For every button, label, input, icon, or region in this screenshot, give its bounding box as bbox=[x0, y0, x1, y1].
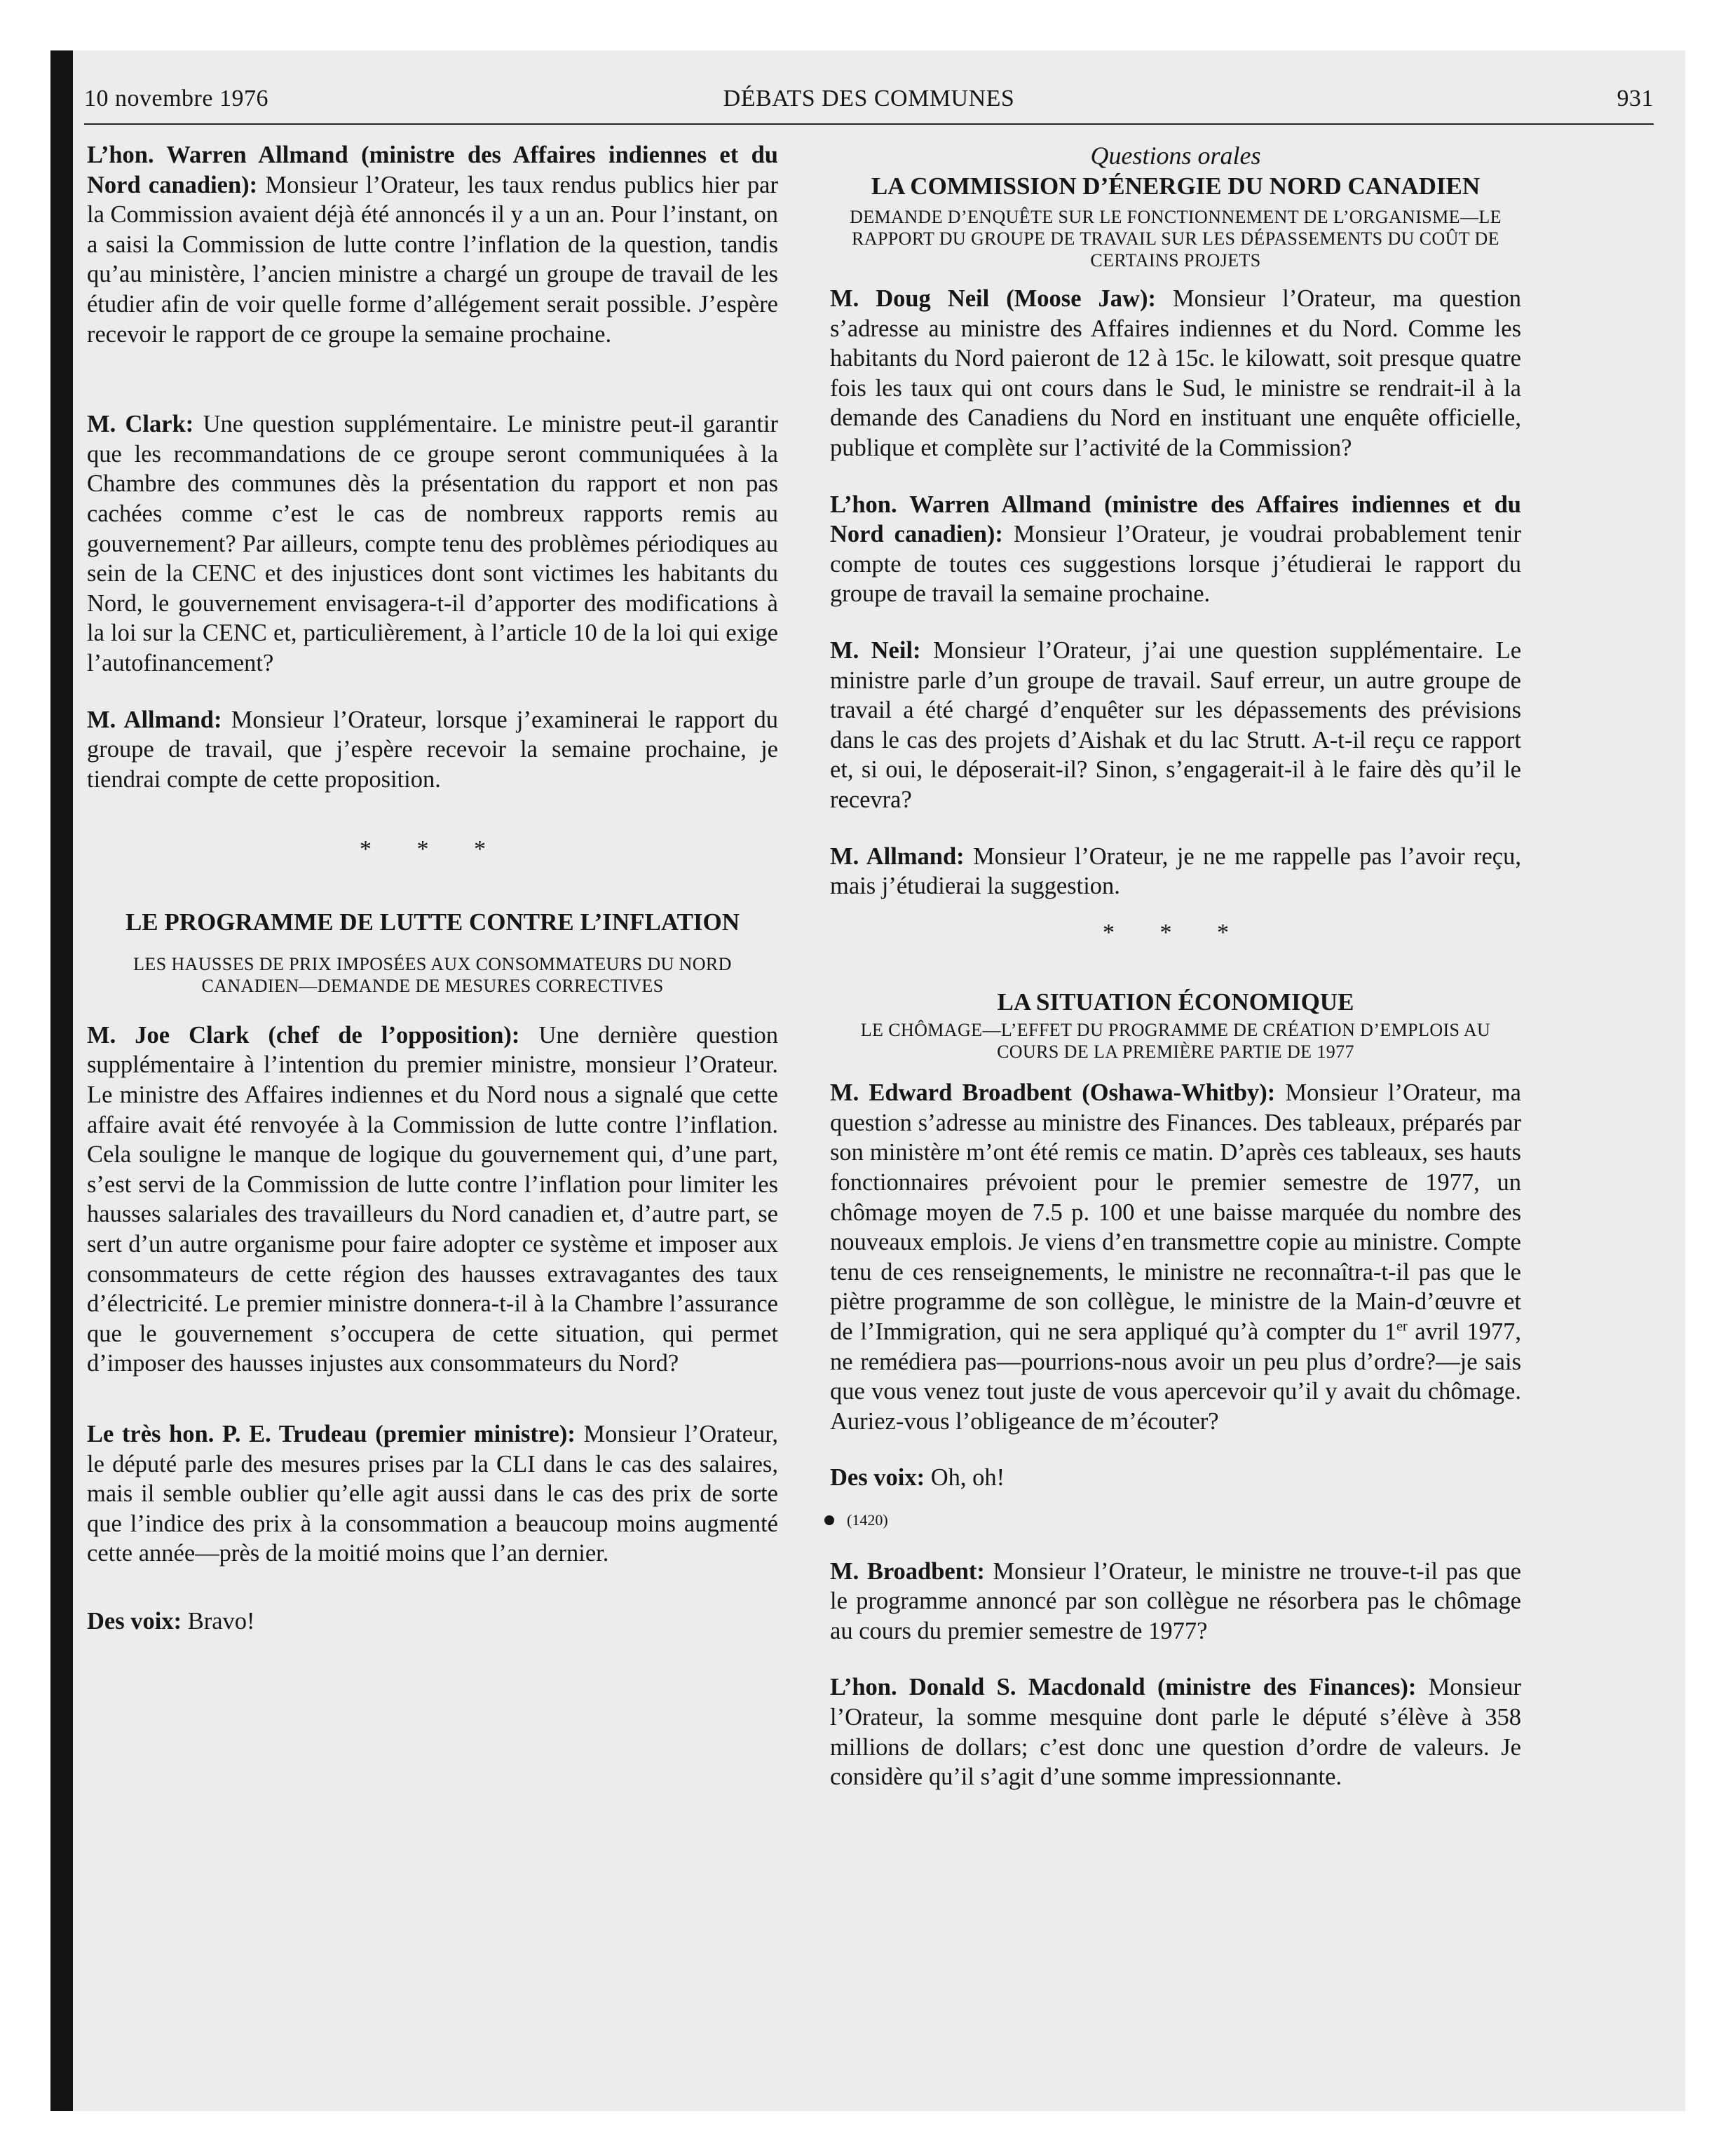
paragraph bbox=[830, 1672, 1521, 1792]
speaker-name: Le très hon. P. E. Trudeau (premier ministre): bbox=[87, 1421, 576, 1447]
paragraph bbox=[87, 705, 778, 795]
speech-text: Une question supplémentaire. Le ministre peut-il garantir que les recommandations de ce groupe seront communiquées à la Chambre des communes dès la présentation du rapport et non pas cachées comme c’est le cas de nombreux rapports remis au gouvernement? Par ailleurs, compte tenu des problèmes périodiques au sein de la CENC et des injustices dont sont victimes les habitants du Nord, le gouvernement envisagera-t-il d’apporter des modifications à la loi sur la CENC et, particulièrement, à l’article 10 de la loi qui exige l’autofinancement? bbox=[87, 411, 778, 676]
paragraph bbox=[830, 284, 1521, 463]
time-label: (1420) bbox=[847, 1511, 888, 1529]
speech-text: Monsieur l’Orateur, ma question s’adresse au ministre des Finances. Des tableaux, préparés par son ministère m’ont été remis ce matin. D’après ces tableaux, ses hauts fonctionnaires prévoient pour le premier semestre de 1977, un chômage moyen de 7.5 p. 100 et une baisse marquée du nombre des nouveaux emplois. Je viens d’en transmettre copie au ministre. Compte tenu de ces renseignements, le ministre ne reconnaîtra-t-il pas que le piètre programme de son collègue, le ministre de la Main-d’œuvre et de l’Immigration, qui ne sera appliqué qu’à compter du 1 bbox=[830, 1079, 1521, 1346]
section-heading: LE PROGRAMME DE LUTTE CONTRE L’INFLATION bbox=[125, 908, 740, 936]
speaker-name: M. Broadbent: bbox=[830, 1557, 985, 1585]
speaker-name: M. Joe Clark (chef de l’opposition): bbox=[87, 1021, 520, 1049]
paragraph bbox=[830, 490, 1521, 609]
speaker-name: M. Allmand: bbox=[830, 842, 965, 870]
header-rule bbox=[84, 123, 1654, 125]
paragraph bbox=[830, 1463, 1521, 1493]
section-subheading: DEMANDE D’ENQUÊTE SUR LE FONCTIONNEMENT DE L’ORGANISME—LE RAPPORT DU GROUPE DE TRAVAIL SUR LES DÉPASSEMENTS DU COÛT DE CERTAINS PROJETS bbox=[850, 207, 1502, 271]
speaker-name: Des voix: bbox=[830, 1464, 925, 1492]
speech-text: Monsieur l’Orateur, le ministre ne trouve-t-il pas que le programme annoncé par son collègue ne résorbera pas le chômage au cours du premier semestre de 1977? bbox=[830, 1557, 1521, 1644]
speaker-name: L’hon. Donald S. Macdonald (ministre des Finances): bbox=[830, 1674, 1417, 1701]
paragraph bbox=[87, 409, 778, 678]
speech-text: Monsieur l’Orateur, je voudrai probablement tenir compte de toutes ces suggestions lorsque j’étudierai le rapport du groupe de travail la semaine prochaine. bbox=[830, 521, 1521, 608]
speech-text: Monsieur l’Orateur, je ne me rappelle pas l’avoir reçu, mais j’étudierai la suggestion. bbox=[830, 842, 1521, 900]
time-marker bbox=[824, 1506, 1521, 1536]
rubric: Questions orales bbox=[1090, 142, 1261, 170]
paragraph bbox=[87, 1021, 778, 1379]
superscript: er bbox=[1396, 1318, 1408, 1335]
section-subheading: LES HAUSSES DE PRIX IMPOSÉES AUX CONSOMMATEURS DU NORD CANADIEN—DEMANDE DE MESURES CORRECTIVES bbox=[133, 953, 732, 996]
speaker-name: M. Clark: bbox=[87, 411, 194, 438]
speaker-name: Des voix: bbox=[87, 1607, 182, 1635]
section-heading: LA SITUATION ÉCONOMIQUE bbox=[997, 988, 1354, 1016]
speaker-name: L’hon. Warren Allmand (ministre des Affaires indiennes et du Nord canadien): bbox=[830, 491, 1521, 548]
speaker-name: M. Edward Broadbent (Oshawa-Whitby): bbox=[830, 1079, 1276, 1107]
speech-text: Monsieur l’Orateur, le député parle des mesures prises par la CLI dans le cas des salaires, mais il semble oublier qu’elle agit aussi dans le cas des prix de sorte que l’indice des prix à la consommation a beaucoup moins augmenté cette année—près de la moitié moins que l’an dernier. bbox=[87, 1421, 778, 1567]
speech-text: Oh, oh! bbox=[925, 1464, 1005, 1492]
scan-edge-bar bbox=[50, 50, 73, 2111]
speech-text: Monsieur l’Orateur, la somme mesquine dont parle le député s’élève à 358 millions de dollars; c’est donc une question d’ordre de valeurs. Je considère qu’il s’agit d’une somme impressionnante. bbox=[830, 1674, 1521, 1791]
section-separator: * * * bbox=[1103, 919, 1248, 946]
paragraph bbox=[87, 1606, 778, 1637]
speaker-name: M. Allmand: bbox=[87, 706, 222, 733]
paragraph bbox=[87, 140, 778, 349]
paragraph bbox=[87, 1419, 778, 1569]
speech-text: Monsieur l’Orateur, ma question s’adresse au ministre des Affaires indiennes et du Nord. Comme les habitants du Nord paieront de 12 à 15c. le kilowatt, soit presque quatre fois les taux qui ont cours dans le Sud, le ministre se rendrait-il à la demande des Canadiens du Nord en instituant une enquête officielle, publique et complète sur l’activité de la Commission? bbox=[830, 285, 1521, 461]
section-subheading: LE CHÔMAGE—L’EFFET DU PROGRAMME DE CRÉATION D’EMPLOIS AU COURS DE LA PREMIÈRE PARTIE DE 1977 bbox=[860, 1020, 1491, 1063]
speaker-name: L’hon. Warren Allmand (ministre des Affaires indiennes et du Nord canadien): bbox=[87, 142, 778, 198]
speech-text: Monsieur l’Orateur, les taux rendus publics hier par la Commission avaient déjà été annoncés il y a un an. Pour l’instant, on a saisi la Commission de lutte contre l’inflation de la question, tandis qu’au ministère, l’ancien ministre a chargé un groupe de travail de les étudier afin de voir quelle forme d’allégement serait possible. J’espère recevoir le rapport de ce groupe la semaine prochaine. bbox=[87, 171, 778, 348]
speech-text: Bravo! bbox=[182, 1607, 255, 1635]
speaker-name: M. Neil: bbox=[830, 636, 921, 664]
paragraph bbox=[830, 1557, 1521, 1646]
speech-text: Monsieur l’Orateur, lorsque j’examinerai le rapport du groupe de travail, que j’espère recevoir la semaine prochaine, je tiendrai compte de cette proposition. bbox=[87, 706, 778, 793]
header-title: DÉBATS DES COMMUNES bbox=[723, 86, 1015, 111]
header-date: 10 novembre 1976 bbox=[84, 86, 268, 111]
paragraph bbox=[830, 842, 1521, 901]
speech-text: Une dernière question supplémentaire à l’intention du premier ministre, monsieur l’Orateur. Le ministre des Affaires indiennes et du Nord nous a signalé que cette affaire avait été renvoyée à la Commission de lutte contre l’inflation. Cela souligne le manque de logique du gouvernement qui, d’une part, s’est servi de la Commission de lutte contre l’inflation pour limiter les hausses salariales des travailleurs du Nord canadien et, d’autre part, se sert d’un autre organisme pour faire adopter ce système et imposer aux consommateurs de cette région des hausses extravagantes des taux d’électricité. Le premier ministre donnera-t-il à la Chambre l’assurance que le gouvernement s’occupera de cette situation, qui permet d’imposer des hausses injustes aux consommateurs du Nord? bbox=[87, 1021, 778, 1377]
section-heading: LA COMMISSION D’ÉNERGIE DU NORD CANADIEN bbox=[871, 172, 1481, 200]
paragraph bbox=[830, 636, 1521, 815]
bullet-icon bbox=[824, 1515, 834, 1525]
speech-text: avril 1977, ne remédiera pas—pourrions-nous avoir un peu plus d’ordre?—je sais que vous venez tout juste de vous apercevoir qu’il y avait du chômage. Auriez-vous l’obligeance de m’écouter? bbox=[830, 1318, 1521, 1435]
section-separator: * * * bbox=[360, 836, 505, 863]
speech-text: Monsieur l’Orateur, j’ai une question supplémentaire. Le ministre parle d’un groupe de travail. Sauf erreur, un autre groupe de travail a été chargé d’enquêter sur les dépassements des prévisions dans le cas des projets d’Aishak et du lac Strutt. A-t-il reçu ce rapport et, si oui, le déposerait-il? Sinon, s’engagerait-il à le faire dès qu’il le recevra? bbox=[830, 636, 1522, 813]
right-column bbox=[830, 140, 1521, 1792]
running-header bbox=[84, 86, 1654, 112]
left-column bbox=[87, 140, 778, 1637]
page-number: 931 bbox=[1617, 86, 1654, 111]
paragraph bbox=[830, 1078, 1521, 1436]
speaker-name: M. Doug Neil (Moose Jaw): bbox=[830, 285, 1156, 312]
